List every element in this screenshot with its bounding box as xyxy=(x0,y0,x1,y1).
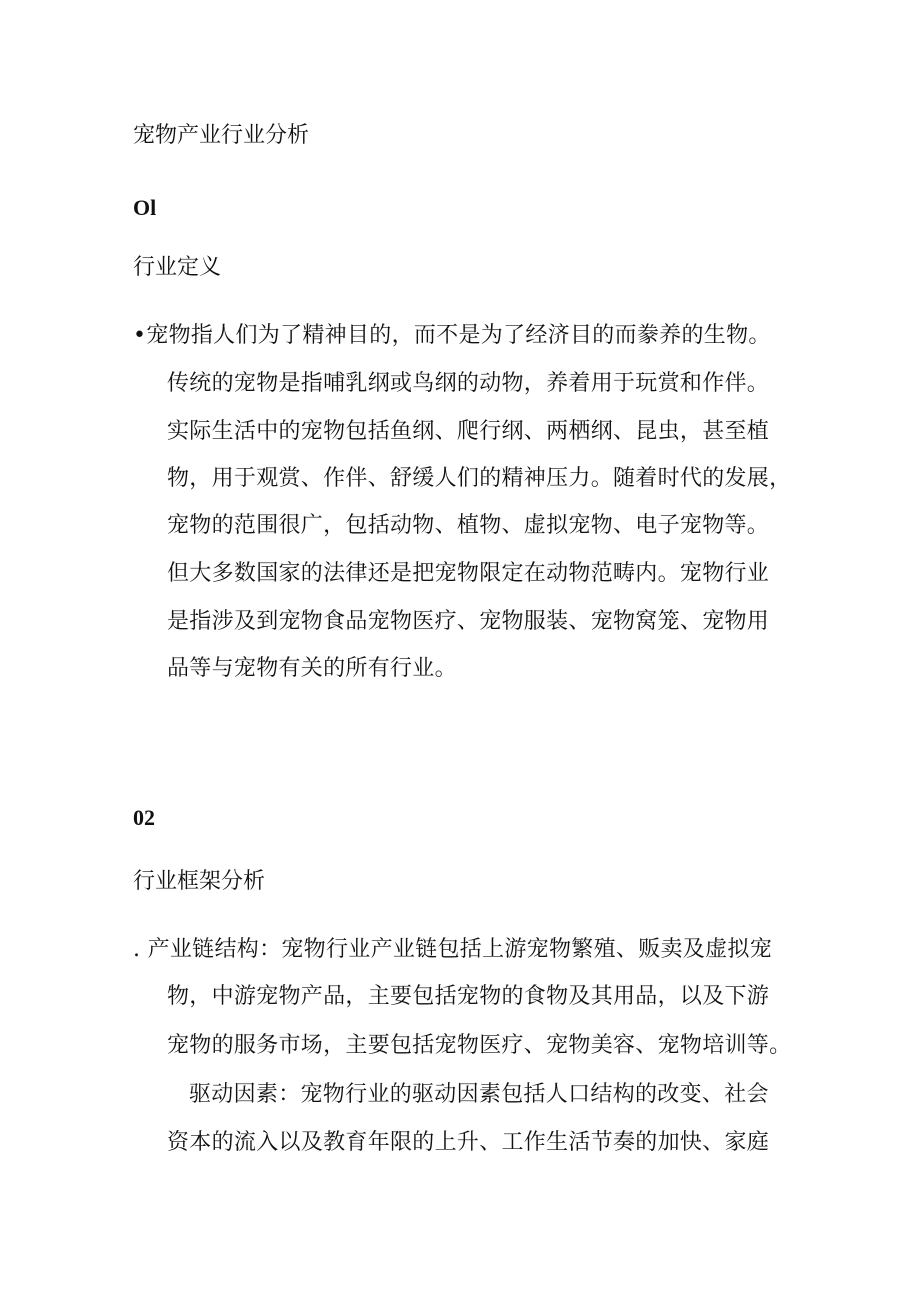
section-heading-framework: 行业框架分析 xyxy=(133,869,266,894)
section-heading-definition: 行业定义 xyxy=(133,255,222,280)
paragraph-line: 是指涉及到宠物食品宠物医疗、宠物服装、宠物窝笼、宠物用 xyxy=(167,609,770,634)
paragraph-line: 传统的宠物是指哺乳纲或鸟纲的动物，养着用于玩赏和作伴。 xyxy=(167,371,770,396)
paragraph-line: 品等与宠物有关的所有行业。 xyxy=(167,656,457,681)
paragraph-line: 宠物的服务市场，主要包括宠物医疗、宠物美容、宠物培训等。 xyxy=(167,1033,792,1058)
paragraph-line: . 产业链结构：宠物行业产业链包括上游宠物繁殖、贩卖及虚拟宠 xyxy=(133,937,772,962)
section-number-1: Ol xyxy=(133,195,157,220)
paragraph-line: 宠物的范围很广，包括动物、植物、虚拟宠物、电子宠物等。 xyxy=(167,513,770,538)
paragraph-line: 物，用于观赏、作伴、舒缓人们的精神压力。随着时代的发展， xyxy=(167,466,792,491)
paragraph-line: 实际生活中的宠物包括鱼纲、爬行纲、两栖纲、昆虫，甚至植 xyxy=(167,419,770,444)
document-title: 宠物产业行业分析 xyxy=(133,123,310,148)
paragraph-line: 驱动因素：宠物行业的驱动因素包括人口结构的改变、社会 xyxy=(189,1082,769,1107)
paragraph-line: 物，中游宠物产品，主要包括宠物的食物及其用品，以及下游 xyxy=(167,984,770,1009)
paragraph-line: •宠物指人们为了精神目的，而不是为了经济目的而豢养的生物。 xyxy=(133,323,771,348)
paragraph-line: 资本的流入以及教育年限的上升、工作生活节奏的加快、家庭 xyxy=(167,1130,770,1155)
section-number-2: 02 xyxy=(133,805,155,830)
paragraph-line: 但大多数国家的法律还是把宠物限定在动物范畴内。宠物行业 xyxy=(167,561,770,586)
